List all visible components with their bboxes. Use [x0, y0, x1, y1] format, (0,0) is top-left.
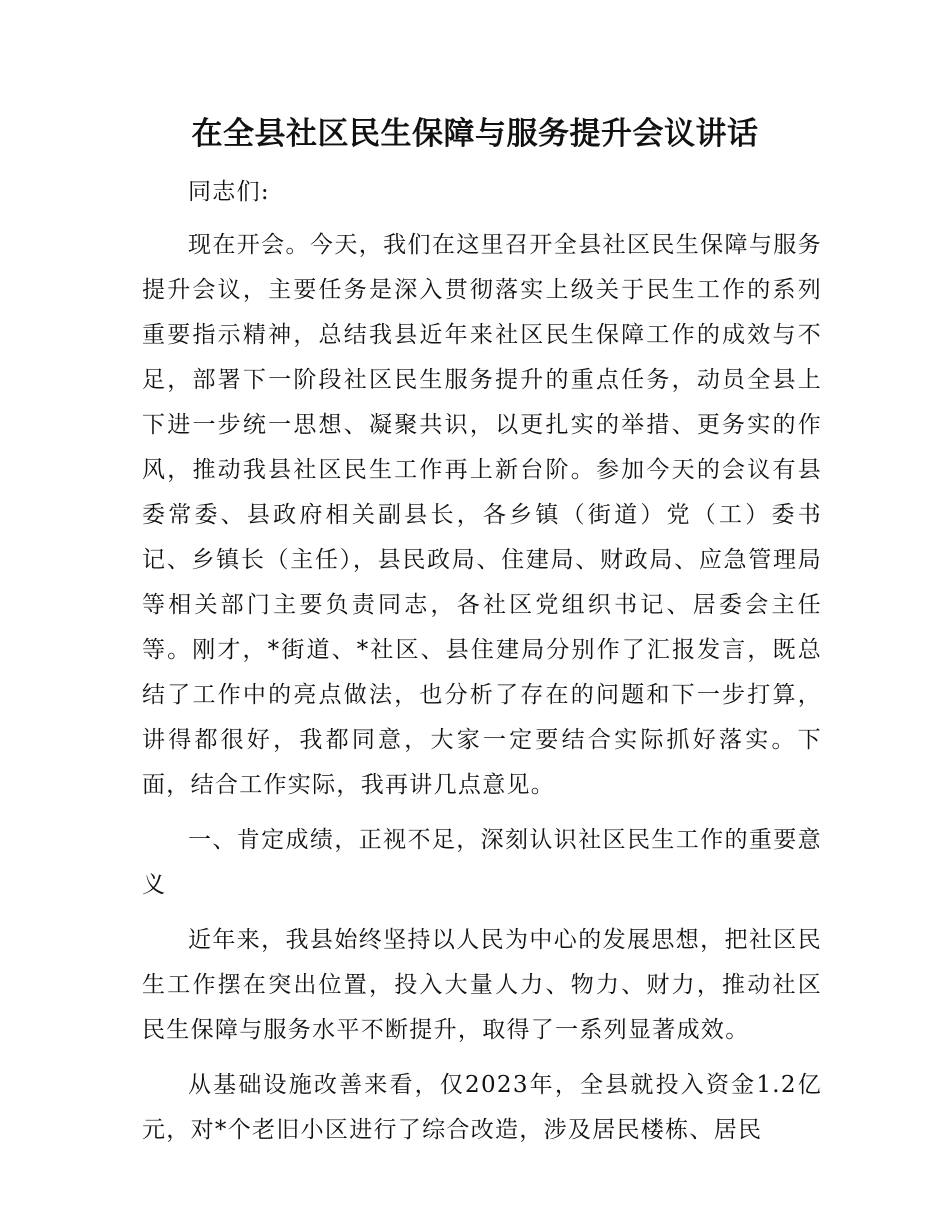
section-heading-1: 一、肯定成绩，正视不足，深刻认识社区民生工作的重要意义 [142, 827, 822, 898]
document-body [142, 170, 822, 1153]
greeting-line: 同志们: [188, 179, 270, 205]
paragraph-opening: 现在开会。今天，我们在这里召开全县社区民生保障与服务提升会议，主要任务是深入贯彻落实上级关于民生工作的系列重要指示精神，总结我县近年来社区民生保障工作的成效与不足，部署下一阶段社区民生服务提升的重点任务，动员全县上下进一步统一思想、凝聚共识，以更扎实的举措、更务实的作风，推动我县社区民生工作再上新台阶。参加今天的会议有县委常委、县政府相关副县长，各乡镇（街道）党（工）委书记、乡镇长（主任），县民政局、住建局、财政局、应急管理局等相关部门主要负责同志，各社区党组织书记、居委会主任等。刚才，*街道、*社区、县住建局分别作了汇报发言，既总结了工作中的亮点做法，也分析了存在的问题和下一步打算，讲得都很好，我都同意，大家一定要结合实际抓好落实。下面，结合工作实际，我再讲几点意见。 [142, 232, 822, 798]
paragraph-achievements: 近年来，我县始终坚持以人民为中心的发展思想，把社区民生工作摆在突出位置，投入大量人力、物力、财力，推动社区民生保障与服务水平不断提升，取得了一系列显著成效。 [142, 927, 822, 1043]
document-title: 在全县社区民生保障与服务提升会议讲话 [191, 116, 759, 152]
paragraph-infrastructure: 从基础设施改善来看，仅2023年，全县就投入资金1.2亿元，对*个老旧小区进行了综合改造，涉及居民楼栋、居民 [142, 1072, 822, 1143]
